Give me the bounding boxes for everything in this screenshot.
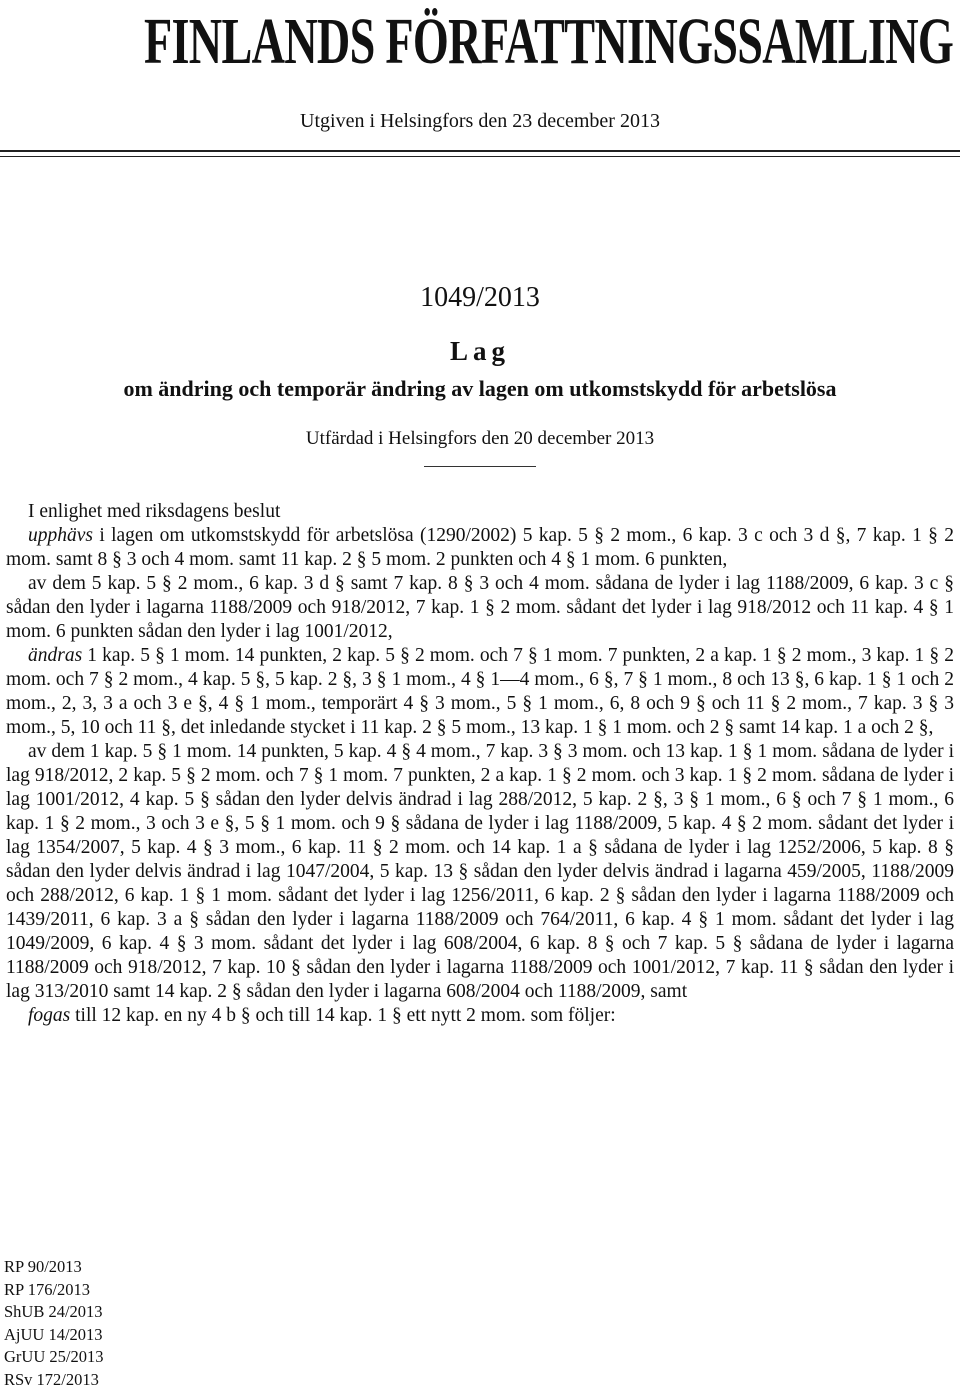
amended-paragraph	[6, 644, 954, 740]
signed-date: Utfärdad i Helsingfors den 20 december 2013	[305, 428, 655, 449]
repealed-paragraph	[6, 524, 954, 572]
document-body	[6, 500, 954, 1028]
legislative-references	[4, 1256, 103, 1392]
amended-text: 1 kap. 5 § 1 mom. 14 punkten, 2 kap. 5 § 2 mom. och 7 § 1 mom. 7 punkten, 2 a kap. 1 § 2 mom., 3 kap. 1 § 2 mom. och 7 § 2 mom., 4 kap. 5 §, 5 kap. 2 §, 3 § 1 mom., 4 § 1—4 mom., 6 §, 7 § 1 mom., 8 och 13 §, 6 kap. 1 § 1 och 2 mom., 2, 3, 3 a och 3 e §, 4 § 1 mom., temporärt 4 § 3 mom., 5 § 1 mom., 6, 8 och 9 § och 11 § 2 mom., 7 kap. 3 § 3 mom., 5, 10 och 11 §, det inledande stycket i 11 kap. 2 § 5 mom., 13 kap. 1 § 1 mom. och 2 § samt 14 kap. 1 a och 2 §,	[6, 645, 954, 738]
masthead-title: FINLANDS FÖRFATTNINGSSAMLING	[144, 5, 954, 78]
reference-item: RSv 172/2013	[4, 1369, 99, 1389]
document-type: Lag	[449, 336, 510, 366]
reference-item: RP 176/2013	[4, 1279, 91, 1299]
issue-date: Utgiven i Helsingfors den 23 december 2013	[300, 110, 660, 132]
reference-item: RP 90/2013	[4, 1257, 82, 1276]
repealed-versions-paragraph: av dem 5 kap. 5 § 2 mom., 6 kap. 3 d § samt 7 kap. 8 § 3 och 4 mom. sådana de lyder i lag 1188/2009, 6 kap. 3 c § sådan den lyder i lagarna 1188/2009 och 918/2012, 7 kap. 1 § 2 mom. sådant det lyder i lag 918/2012 och 11 kap. 4 § 1 mom. 6 punkten sådan den lyder i lag 1001/2012,	[6, 573, 954, 642]
document-subtitle: om ändring och temporär ändring av lagen om utkomstskydd för arbetslösa	[123, 376, 837, 401]
amended-versions-paragraph: av dem 1 kap. 5 § 1 mom. 14 punkten, 5 kap. 4 § 4 mom., 7 kap. 3 § 3 mom. och 13 kap. 1 § 1 mom. sådana de lyder i lag 918/2012, 2 kap. 5 § 2 mom. och 7 § 1 mom. 7 punkten, 2 a kap. 1 § 2 mom. och 3 kap. 1 § 2 mom. sådana de lyder i lag 1001/2012, 4 kap. 5 § sådan den lyder delvis ändrad i lag 288/2012, 5 kap. 2 §, 3 § 1 mom., 6 § och 7 § 1 mom., 6 kap. 1 § 2 mom., 3 och 3 e §, 5 § 1 mom. och 9 § sådana de lyder i lag 1188/2009, 5 kap. 4 § 2 mom. sådant det lyder i lag 1354/2007, 5 kap. 4 § 3 mom., 6 kap. 11 § 2 mom. och 14 kap. 1 a § sådana de lyder i lag 1252/2006, 5 kap. 8 § sådan den lyder delvis ändrad i lag 1047/2004, 5 kap. 13 § sådan den lyder delvis ändrad i lagarna 459/2005, 1188/2009 och 288/2012, 6 kap. 1 § 1 mom. sådant det lyder i lag 1256/2011, 6 kap. 2 § sådan den lyder i lagarna 1188/2009 och 1439/2011, 6 kap. 3 a § sådan den lyder i lagarna 1188/2009 och 764/2011, 6 kap. 4 § 1 mom. sådant det lyder i lag 1049/2009, 6 kap. 4 § 3 mom. sådant det lyder i lag 608/2004, 6 kap. 8 § och 7 kap. 5 § sådana de lyder i lagarna 1188/2009 och 918/2012, 7 kap. 10 § sådan den lyder i lagarna 1188/2009 och 1001/2012, 7 kap. 11 § sådan den lyder i lag 313/2010 samt 14 kap. 2 § sådan den lyder i lagarna 608/2004 och 1188/2009, samt	[6, 741, 954, 1002]
reference-item: AjUU 14/2013	[4, 1324, 103, 1344]
added-paragraph	[6, 1004, 954, 1028]
repealed-keyword: upphävs	[28, 525, 93, 546]
title-divider	[424, 466, 536, 467]
header-rule	[0, 150, 960, 152]
reference-item: GrUU 25/2013	[4, 1347, 104, 1367]
document-number: 1049/2013	[420, 282, 540, 313]
added-keyword: fogas	[28, 1005, 71, 1026]
reference-item: ShUB 24/2013	[4, 1302, 103, 1322]
header-rule-thin	[0, 156, 960, 157]
amended-keyword: ändras	[28, 645, 83, 666]
added-text: till 12 kap. en ny 4 b § och till 14 kap. 1 § ett nytt 2 mom. som följer:	[70, 1005, 616, 1026]
repealed-text: i lagen om utkomstskydd för arbetslösa (1290/2002) 5 kap. 5 § 2 mom., 6 kap. 3 c och 3 d §, 7 kap. 1 § 2 mom. samt 8 § 3 och 4 mom. samt 11 kap. 2 § 5 mom. 2 punkten och 4 § 1 mom. 6 punkten,	[6, 525, 954, 570]
intro-paragraph: I enlighet med riksdagens beslut	[28, 501, 281, 522]
